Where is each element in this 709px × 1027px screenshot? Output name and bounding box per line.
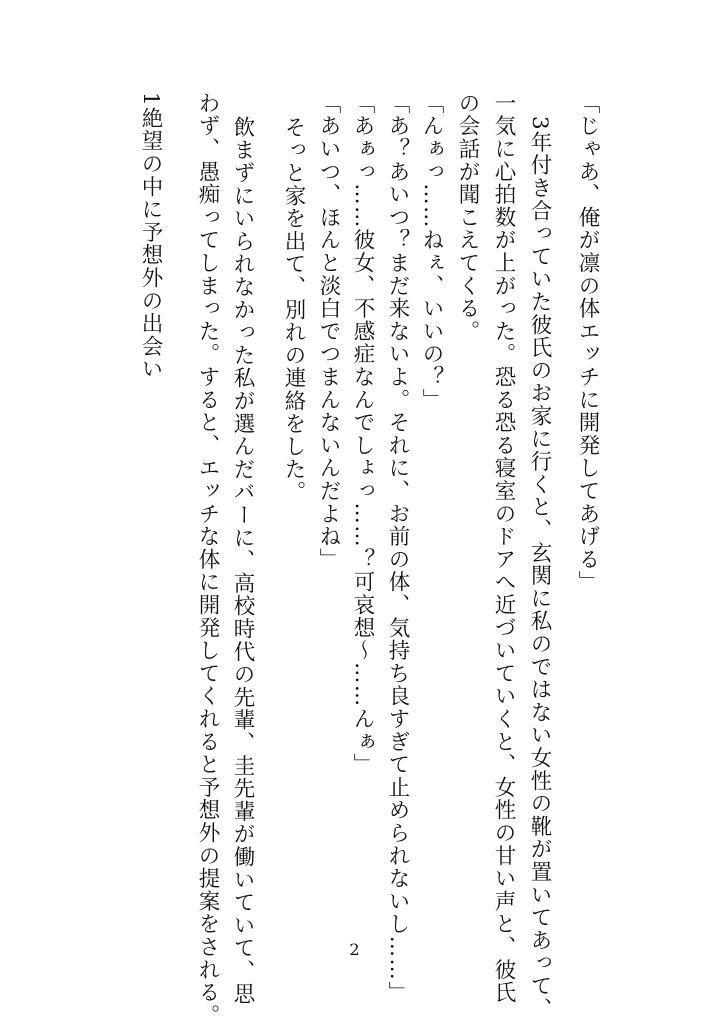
dialogue-line-4: 「あいつ、ほんと淡白でつまんないんだよね」 bbox=[316, 92, 341, 571]
tagline: 「じゃあ、俺が凛の体エッチに開発してあげる」 bbox=[575, 92, 600, 594]
dialogue-line-3: 「あぁっ……彼女、不感症なんでしょっ……？可哀想～……んぁ」 bbox=[350, 92, 375, 776]
body-line-5: 飲まずにいられなかった私が選んだバーに、高校時代の先輩、圭先輩が働いていて、思 bbox=[230, 116, 255, 1006]
body-line-6: わず、愚痴ってしまった。すると、エッチな体に開発してくれると予想外の提案をされる。 bbox=[195, 92, 220, 1027]
body-line-4: そっと家を出て、別れの連絡をした。 bbox=[281, 116, 306, 504]
dialogue-line-1: 「んぁっ……ねぇ、いいの？」 bbox=[419, 92, 444, 412]
dialogue-line-2: 「あ？あいつ？まだ来ないよ。それに、お前の体、気持ち良すぎて止められないし……」 bbox=[385, 92, 410, 1004]
body-line-3: の会話が聞こえてくる。 bbox=[455, 92, 480, 343]
body-line-1: 3年付き合っていた彼氏のお家に行くと、玄関に私のではない女性の靴が置いてあって、 bbox=[527, 116, 552, 1021]
chapter-heading: 1絶望の中に予想外の出会い bbox=[138, 92, 163, 381]
body-line-2: 一気に心拍数が上がった。恐る恐る寝室のドアへ近づいていくと、女性の甘い声と、彼氏 bbox=[491, 92, 516, 1004]
page-number: 2 bbox=[349, 940, 360, 959]
